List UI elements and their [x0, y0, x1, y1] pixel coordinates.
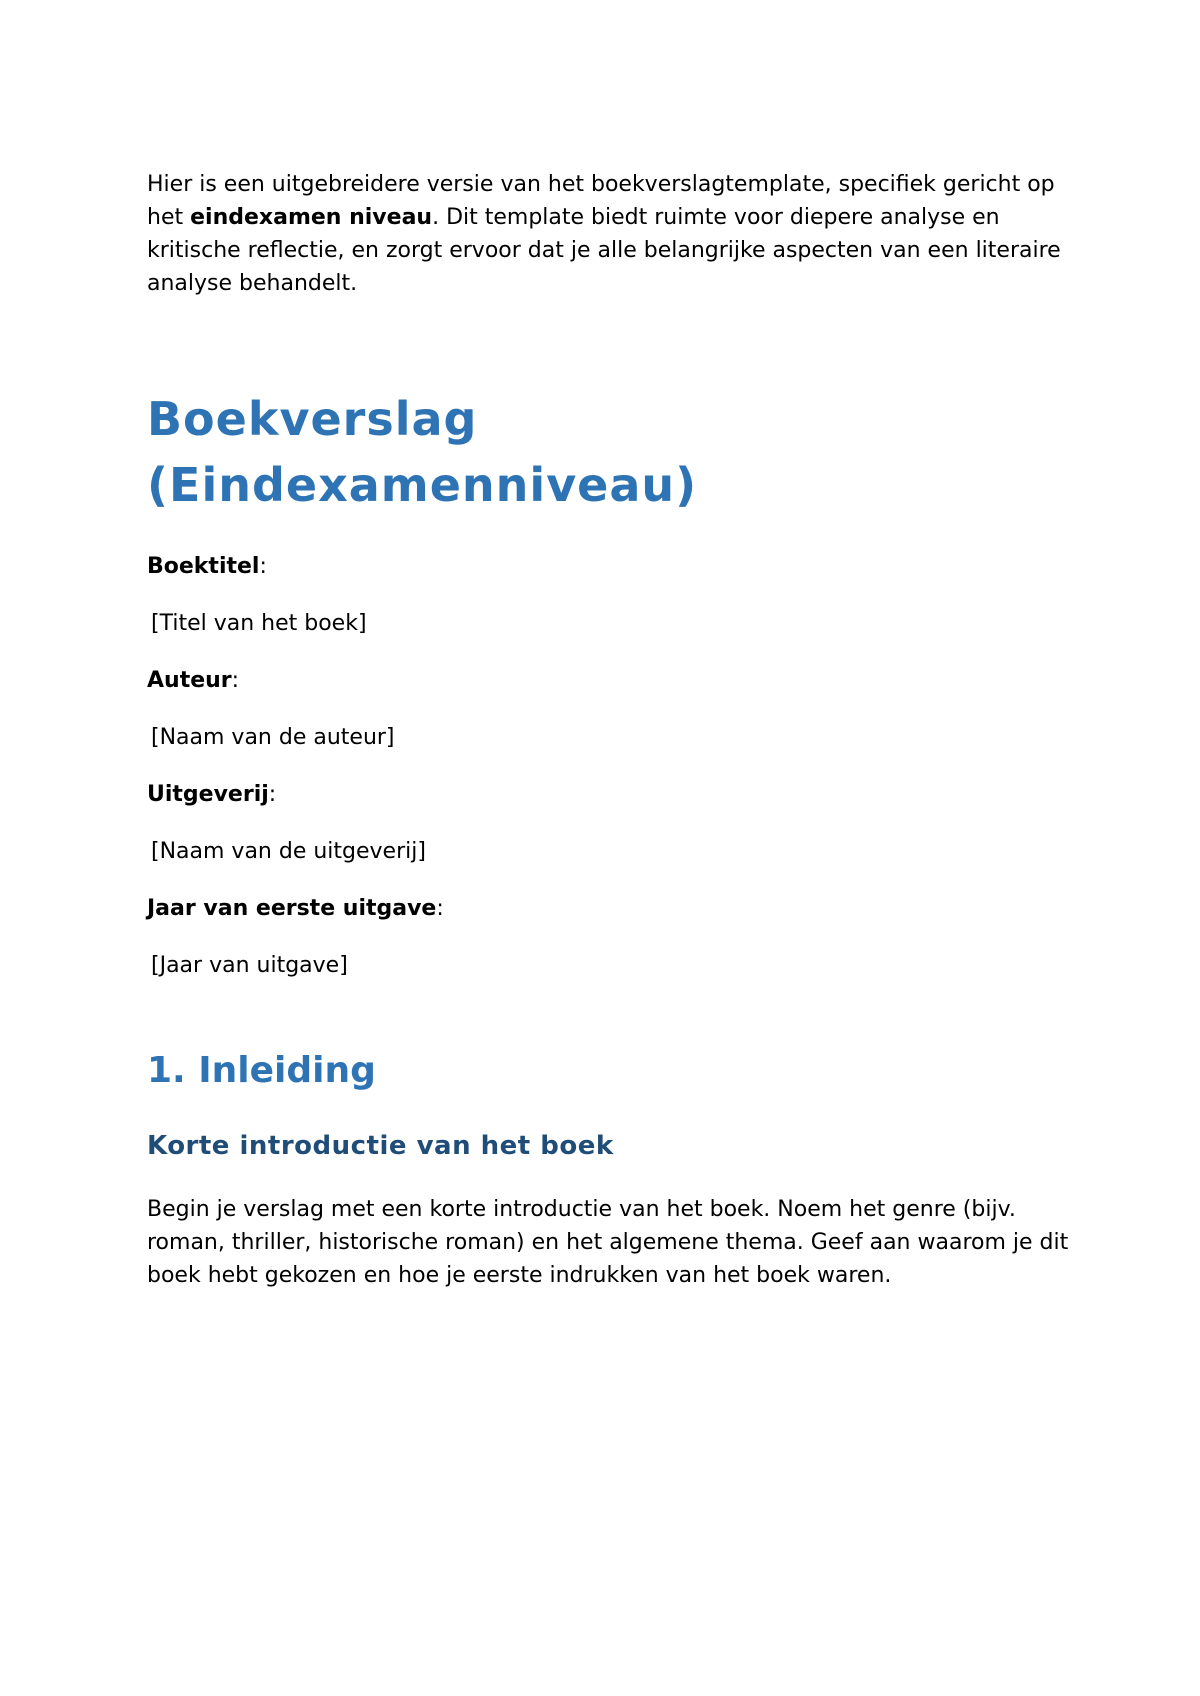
book-title-label-text: Boektitel [147, 554, 260, 579]
subsection-heading-introductie: Korte introductie van het boek [147, 1131, 614, 1161]
year-label [147, 894, 1077, 924]
year-value: [Jaar van uitgave] [151, 953, 348, 978]
publisher-value: [Naam van de uitgeverij] [151, 839, 426, 864]
colon: : [259, 554, 267, 579]
publisher-label [147, 780, 1077, 810]
section-heading-inleiding: 1. Inleiding [147, 1050, 376, 1091]
intro-paragraph [147, 168, 1077, 300]
colon: : [268, 782, 277, 807]
author-value: [Naam van de auteur] [151, 725, 395, 750]
intro-bold-text: eindexamen niveau [190, 205, 433, 230]
document-title [147, 386, 1077, 518]
intro-text-before: Hier is een uitgebreidere versie van het boekverslagtemplate, specifiek gericht op het [147, 172, 1055, 230]
book-title-label [147, 552, 1077, 582]
book-details [147, 552, 1077, 981]
colon: : [436, 896, 444, 921]
book-title-value: [Titel van het boek] [151, 611, 367, 636]
intro-text-after: . Dit template biedt ruimte voor diepere analyse en kritische reflectie, en zorgt ervoor dat je alle belangrijke aspecten van een literaire analyse behandelt. [147, 205, 1061, 296]
author-label-text: Auteur [147, 668, 232, 693]
document-title-line2: (Eindexamenniveau) [147, 458, 698, 512]
author-label [147, 666, 1077, 696]
document-title-line1: Boekverslag [147, 392, 478, 446]
colon: : [231, 668, 240, 693]
publisher-label-text: Uitgeverij [147, 782, 269, 807]
section-body-text: Begin je verslag met een korte introductie van het boek. Noem het genre (bijv. roman, thriller, historische roman) en het algemene thema. Geef aan waarom je dit boek hebt gekozen en hoe je eerste indrukken van het boek waren. [147, 1197, 1069, 1288]
document-page [147, 168, 1077, 1292]
year-label-text: Jaar van eerste uitgave [147, 896, 437, 921]
